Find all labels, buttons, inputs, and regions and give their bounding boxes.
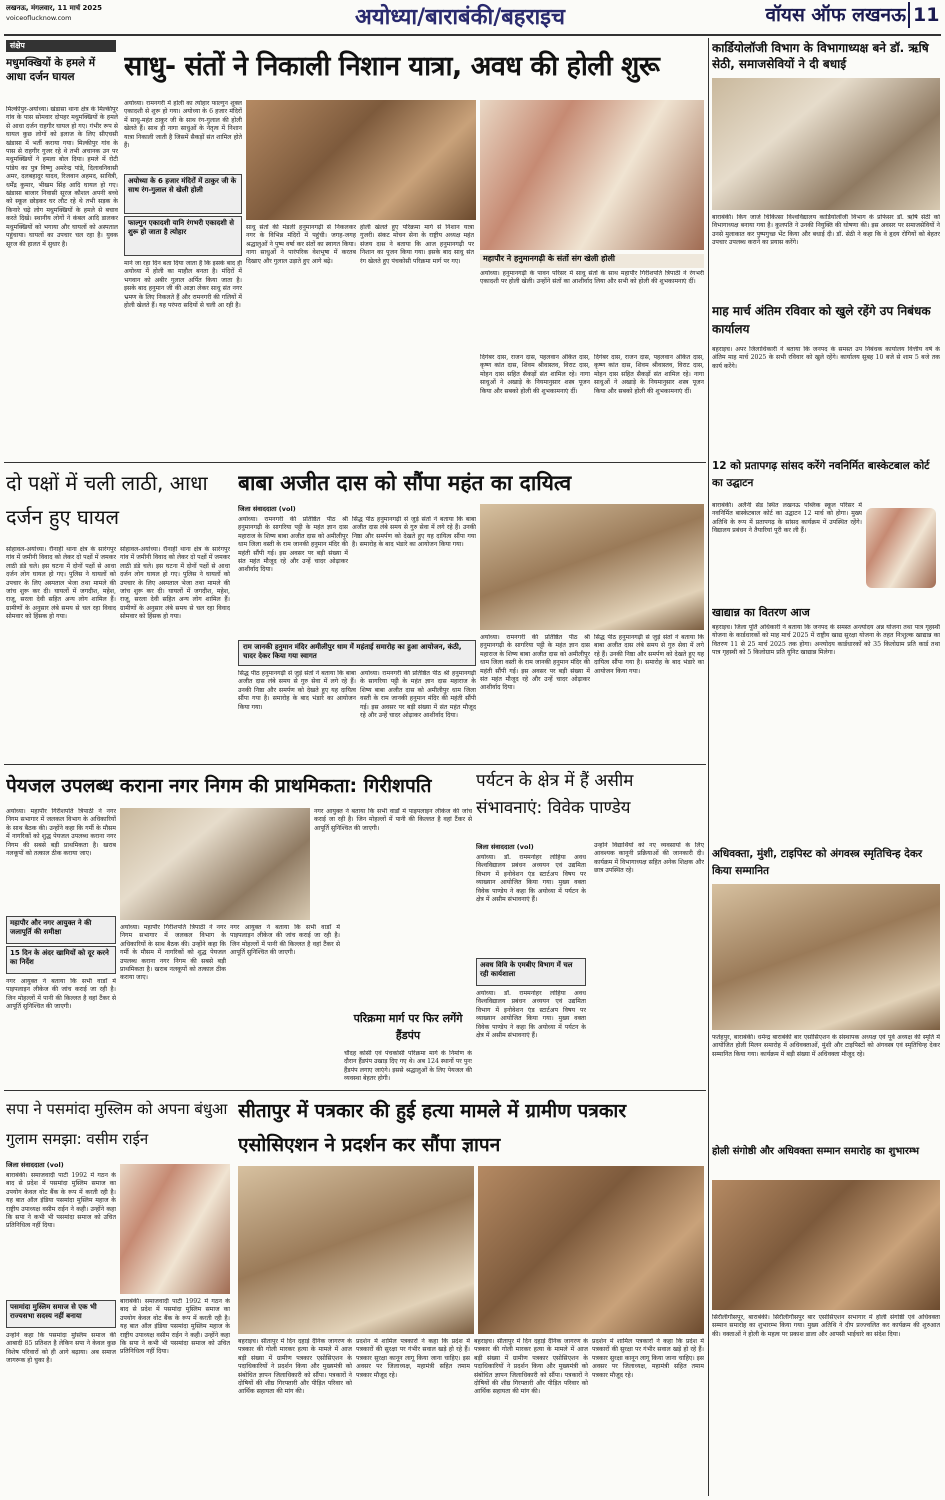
- sitapur-body-d: प्रदर्शन में शामिल पत्रकारों ने कहा कि प्रदेश में पत्रकारों की सुरक्षा पर गंभीर सवाल खड़े हो रहे हैं। पत्रकार सुरक्षा कानून लागू किया जाना चाहिए। इस अवसर पर जिलाध्यक्ष, महामंत्री सहित तमाम पत्रकार मौजूद रहे।: [592, 1338, 704, 1379]
- lead-pull-1: [124, 174, 242, 214]
- right-col-rule: [708, 38, 709, 1496]
- vivek-body-c: अयोध्या। डॉ. राममनोहर लोहिया अवध विश्वविद्यालय प्रबंधन अध्ययन एवं उद्यमिता विभाग में इनोवेशन एंड स्टार्टअप विषय पर व्याख्यान आयोजित किया गया। मुख्य वक्ता विवेक पाण्डेय ने कहा कि अयोध्या में पर्यटन के क्षेत्र में असीम संभावनाएं हैं।: [476, 990, 586, 1040]
- section-title: अयोध्या/बाराबंकी/बहराइच: [355, 4, 565, 30]
- holi-sangoshthi-photo: [712, 1180, 940, 1310]
- lathi-headline: दो पक्षों में चली लाठी, आधा दर्जन हुए घायल: [6, 471, 208, 529]
- vivek-byline: जिला संवाददाता (vol): [476, 843, 534, 851]
- girishpati-body: अयोध्या। महापौर गिरीशपति त्रिपाठी ने नगर निगम सभागार में जलकल विभाग के अधिकारियों के साथ बैठक की। उन्होंने कहा कि गर्मी के मौसम में नागरिकों को शुद्ध पेयजल उपलब्ध कराना नगर निगम की सबसे बड़ी प्राथमिकता है। खराब नलकूपों को तत्काल ठीक कराया जाए।: [6, 808, 116, 858]
- adhivakta-headline: अधिवक्ता, मुंशी, टाइपिस्ट को अंगवस्त्र स्मृतिचिन्ह देकर किया सम्मानित: [712, 848, 923, 877]
- header-rule: [4, 34, 941, 36]
- girishpati-pull-1: [6, 916, 116, 944]
- sitapur-photo-right: [478, 1166, 704, 1334]
- sitapur-body-b: प्रदर्शन में शामिल पत्रकारों ने कहा कि प्रदेश में पत्रकारों की सुरक्षा पर गंभीर सवाल खड़े हो रहे हैं। पत्रकार सुरक्षा कानून लागू किया जाना चाहिए। इस अवसर पर जिलाध्यक्ष, महामंत्री सहित तमाम पत्रकार मौजूद रहे।: [356, 1338, 470, 1379]
- vivek-body: अयोध्या। डॉ. राममनोहर लोहिया अवध विश्वविद्यालय प्रबंधन अध्ययन एवं उद्यमिता विभाग में इनोवेशन एंड स्टार्टअप विषय पर व्याख्यान आयोजित किया गया। मुख्य वक्ता विवेक पाण्डेय ने कहा कि अयोध्या में पर्यटन के क्षेत्र में असीम संभावनाएं हैं।: [476, 854, 586, 904]
- nishulk-headline: माह मार्च अंतिम रविवार को खुले रहेंगे उप निबंधक कार्यालय: [712, 304, 931, 336]
- ajeet-body-b: सिद्ध पीठ हनुमानगढ़ी से जुड़े संतों ने बताया कि बाबा अजीत दास लंबे समय से गुरु सेवा में लगे रहे हैं। उनकी निष्ठा और समर्पण को देखते हुए यह दायित्व सौंपा गया है। समारोह के बाद भंडारे का आयोजन किया गया।: [352, 516, 476, 549]
- girishpati-pull-2-text: 15 दिन के अंदर खामियों को दूर करने का निर्देश: [10, 949, 109, 966]
- ajeet-body-e: अयोध्या। रामनगरी की प्रतिष्ठित पीठ श्री हनुमानगढ़ी के सागरिया पट्टी के महंत ज्ञान दास महाराज के शिष्य बाबा अजीत दास को अमीलीपुर धाम जिला वस्ती के राम जानकी हनुमान मंदिर की महंती सौंपी गई। इस अवसर पर बड़ी संख्या में संत महंत मौजूद रहे और उन्हें चादर ओढ़ाकर आशीर्वाद दिया।: [480, 634, 590, 692]
- pratapgarh-photo: [866, 508, 936, 588]
- cardio-headline: कार्डियोलॉजी विभाग के विभागाध्यक्ष बने डॉ. ऋषि सेठी, समाजसेवियों ने दी बधाई: [712, 41, 929, 71]
- sitapur-body: बहराइच। सीतापुर में दिन दहाड़े दैनिक जागरण के पत्रकार की गोली मारकर हत्या के मामले में आज बड़ी संख्या में ग्रामीण पत्रकार एसोसिएशन के पदाधिकारियों ने प्रदर्शन किया और मुख्यमंत्री को संबोधित ज्ञापन जिलाधिकारी को सौंपा। पत्रकारों ने दोषियों की शीघ्र गिरफ्तारी और पीड़ित परिवार को आर्थिक सहायता की मांग की।: [238, 1338, 352, 1396]
- lathi-body-2: सोहावल-अयोध्या। रौनाही थाना क्षेत्र के सारंगपुर गांव में जमीनी विवाद को लेकर दो पक्षों में जमकर लाठी डंडे चले। इस घटना में दोनों पक्षों से आधा दर्जन लोग घायल हो गए। पुलिस ने घायलों को उपचार के लिए अस्पताल भेजा तथा मामले की जांच शुरू कर दी। घायलों में जगदीश, महेश, राजू, सरला देवी सहित अन्य लोग शामिल हैं। ग्रामीणों के अनुसार लंबे समय से चल रहा विवाद सोमवार को हिंसक हो गया।: [120, 546, 230, 621]
- sitapur-photo-left: [238, 1166, 474, 1334]
- ajeet-pull: [238, 640, 476, 666]
- lead-pull-2: [124, 216, 242, 256]
- lead-headline: साधु- संतों ने निकाली निशान यात्रा, अवध की होली शुरू: [124, 51, 660, 82]
- ajeet-body: अयोध्या। रामनगरी की प्रतिष्ठित पीठ श्री हनुमानगढ़ी के सागरिया पट्टी के महंत ज्ञान दास महाराज के शिष्य बाबा अजीत दास को अमीलीपुर धाम जिला वस्ती के राम जानकी हनुमान मंदिर की महंती सौंपी गई। इस अवसर पर बड़ी संख्या में संत महंत मौजूद रहे और उन्हें चादर ओढ़ाकर आशीर्वाद दिया।: [238, 516, 348, 574]
- khadyann-headline: खाद्यान्न का वितरण आज: [712, 606, 810, 619]
- lead-photo-caption: महापौर ने हनुमानगढ़ी के संतों संग खेली होली: [480, 254, 704, 268]
- lead-pull-2-text: फाल्गुन एकादशी यानि रंगभरी एकादशी से शुरू हो जाता है त्योहार: [128, 219, 234, 236]
- lead-col-2: साधु संतों की मंडली हनुमानगढ़ी से निकलकर नगर के विभिन्न मंदिरों में पहुंची। जगह-जगह श्रद्धालुओं ने पुष्प वर्षा कर संतों का स्वागत किया। नागा साधुओं ने पारंपरिक वेशभूषा में करतब दिखाए और गुलाल उड़ाते हुए आगे बढ़े।: [246, 224, 356, 265]
- brief-label: संक्षेप: [6, 40, 116, 52]
- adhivakta-photo: [712, 884, 940, 1030]
- lead-col-4: दिगंबर दास, राजन दास, पहलवान अंकित दास, कृष्ण कांत दास, शिवम श्रीवास्तव, विराट दास, मोहन दास सहित सैकड़ों संत शामिल रहे। नागा साधुओं ने अखाड़े के नियमानुसार शस्त्र पूजन किया और सबको होली की शुभकामनाएं दीं।: [480, 354, 590, 395]
- band2-rule: [4, 462, 706, 463]
- band3-rule: [4, 764, 706, 765]
- nishulk-body: बहराइच। अपर जिलाधिकारी ने बताया कि जनपद के समस्त उप निबंधक कार्यालय वित्तीय वर्ष के अंतिम माह मार्च 2025 के सभी रविवार को खुले रहेंगे। कार्यालय सुबह 10 बजे से शाम 5 बजे तक कार्य करेंगे।: [712, 346, 940, 370]
- girishpati-body-d: अयोध्या। महापौर गिरीशपति त्रिपाठी ने नगर निगम सभागार में जलकल विभाग के अधिकारियों के साथ बैठक की। उन्होंने कहा कि गर्मी के मौसम में नागरिकों को शुद्ध पेयजल उपलब्ध कराना नगर निगम की सबसे बड़ी प्राथमिकता है। खराब नलकूपों को तत्काल ठीक कराया जाए।: [120, 924, 226, 982]
- girishpati-body-b: नगर आयुक्त ने बताया कि सभी वार्डों में पाइपलाइन लीकेज की जांच कराई जा रही है। जिन मोहल्लों में पानी की किल्लत है वहां टैंकर से आपूर्ति सुनिश्चित की जाएगी।: [314, 808, 472, 832]
- wasim-pull-text: पसमांदा मुस्लिम समाज से एक भी राज्यसभा सदस्य नहीं बनाया: [10, 1303, 97, 1320]
- adhivakta-body: फतेहपुर, बाराबंकी। धर्मेन्द्र बाराबंकी बार एसोसिएशन के संस्थापक अध्यक्ष एवं पूर्व अध्यक्ष की स्मृति में आयोजित होली मिलन समारोह में अधिवक्ताओं, मुंशी और टाइपिस्टों को अंगवस्त्र एवं स्मृतिचिन्ह देकर सम्मानित किया गया। कार्यक्रम में बड़ी संख्या में अधिवक्ता मौजूद रहे।: [712, 1034, 940, 1058]
- page-number: 11: [908, 2, 942, 28]
- brief-headline: मधुमक्खियों के हमले में आधा दर्जन घायल: [6, 57, 96, 83]
- vivek-pull-text: अवध विवि के एमबीए विभाग में चल रही कार्यशाला: [480, 961, 573, 978]
- pratapgarh-body: बाराबंकी। अलैनी सेंड स्थित लखनऊ पब्लिक स्कूल परिसर में नवनिर्मित बास्केटबाल कोर्ट का उद्घाटन 12 मार्च को होगा। मुख्य अतिथि के रूप में प्रतापगढ़ के सांसद कार्यक्रम में उपस्थित रहेंगे। विद्यालय प्रबंधन ने तैयारियां पूरी कर ली हैं।: [712, 502, 862, 535]
- girishpati-pull-1-text: महापौर और नगर आयुक्त ने की जलापूर्ति की समीक्षा: [10, 919, 92, 936]
- cardio-photo: [712, 78, 940, 210]
- ajeet-body-c: सिद्ध पीठ हनुमानगढ़ी से जुड़े संतों ने बताया कि बाबा अजीत दास लंबे समय से गुरु सेवा में लगे रहे हैं। उनकी निष्ठा और समर्पण को देखते हुए यह दायित्व सौंपा गया है। समारोह के बाद भंडारे का आयोजन किया गया।: [238, 670, 356, 711]
- lead-pull-1-text: अयोध्या के 6 हजार मंदिरों में ठाकुर जी के साथ रंग-गुलाल से खेली होली: [128, 177, 237, 194]
- ajeet-body-d: अयोध्या। रामनगरी की प्रतिष्ठित पीठ श्री हनुमानगढ़ी के सागरिया पट्टी के महंत ज्ञान दास महाराज के शिष्य बाबा अजीत दास को अमीलीपुर धाम जिला वस्ती के राम जानकी हनुमान मंदिर की महंती सौंपी गई। इस अवसर पर बड़ी संख्या में संत महंत मौजूद रहे और उन्हें चादर ओढ़ाकर आशीर्वाद दिया।: [360, 670, 476, 720]
- brief-body: मिल्कीपुर-अयोध्या। खंडासा थाना क्षेत्र के मिल्कीपुर गांव के पास सोमवार दोपहर मधुमक्खियों के हमले से आधा दर्जन राहगीर घायल हो गए। गंभीर रूप से घायल कुछ लोगों को इलाज के लिए सीएचसी खंडासा में भर्ती कराया गया। मिल्कीपुर गांव के पास से राहगीर गुजर रहे थे तभी अचानक उन पर मधुमक्खियों ने हमला बोल दिया। हमले में रोटी पांडेय का पुत्र विष्णु अमरेन्द्र पांडे, दिलावनिवासी अमर, दलबहादुर यादव, रिजवान अहमद, सावित्री, धर्मेंद्र कुमार, भीखम सिंह आदि घायल हो गए। खंडासा बाजार निवासी सूरज कौशल अपनी बच्चे को स्कूल छोड़कर घर लौट रहे थे तभी सड़क के किनारे चढ़े लोग मधुमक्खियों के हमले से बचाव करते दिखे। स्थानीय लोगों ने कंबल आदि डालकर मधुमक्खियों को भगाया और घायलों को अस्पताल पहुंचाया। घायलों का उपचार चल रहा है। युवक सूरज की हालत में सुधार है।: [6, 106, 118, 248]
- lead-col-5: दिगंबर दास, राजन दास, पहलवान अंकित दास, कृष्ण कांत दास, शिवम श्रीवास्तव, विराट दास, मोहन दास सहित सैकड़ों संत शामिल रहे। नागा साधुओं ने अखाड़े के नियमानुसार शस्त्र पूजन किया और सबको होली की शुभकामनाएं दीं।: [594, 354, 704, 395]
- wasim-headline: सपा ने पसमांदा मुस्लिम को अपना बंधुआ गुलाम समझा: वसीम राईन: [6, 1100, 228, 1148]
- lead-photo-right: [480, 100, 704, 250]
- ajeet-headline: बाबा अजीत दास को सौंपा महंत का दायित्व: [238, 471, 572, 495]
- ajeet-pull-text: राम जानकी हनुमान मंदिर अमीलीपुर धाम में महंताई समारोह का हुआ आयोजन, कंठी, चादर देकर किया गया स्वागत: [243, 643, 462, 660]
- lathi-body: सोहावल-अयोध्या। रौनाही थाना क्षेत्र के सारंगपुर गांव में जमीनी विवाद को लेकर दो पक्षों में जमकर लाठी डंडे चले। इस घटना में दोनों पक्षों से आधा दर्जन लोग घायल हो गए। पुलिस ने घायलों को उपचार के लिए अस्पताल भेजा तथा मामले की जांच शुरू कर दी। घायलों में जगदीश, महेश, राजू, सरला देवी सहित अन्य लोग शामिल हैं। ग्रामीणों के अनुसार लंबे समय से चल रहा विवाद सोमवार को हिंसक हो गया।: [6, 546, 116, 621]
- cardio-body: बाराबंकी। किंग जार्ज चिकित्सा विश्वविद्यालय कार्डियोलॉजी विभाग के प्रोफेसर डॉ. ऋषि सेठी को विभागाध्यक्ष बनाया गया है। कुलपति ने उनकी नियुक्ति की घोषणा की। इस अवसर पर समाजसेवियों ने उनसे मुलाकात कर पुष्पगुच्छ भेंट किया और बधाई दी। डॉ. सेठी ने कहा कि वे हृदय रोगियों को बेहतर उपचार उपलब्ध कराने का प्रयास करेंगे।: [712, 214, 940, 247]
- handpump-body: चौदह कोसी एवं पंचकोसी परिक्रमा मार्ग के निर्माण के दौरान हैंडपंप उखाड़ दिए गए थे। अब 124 स्थानों पर पुनः हैंडपंप लगाए जाएंगे। इससे श्रद्धालुओं के लिए पेयजल की व्यवस्था बेहतर होगी।: [344, 1050, 472, 1083]
- header-website[interactable]: voiceoflucknow.com: [6, 14, 72, 22]
- girishpati-photo: [120, 808, 310, 920]
- paper-name: वॉयस ऑफ लखनऊ: [765, 4, 906, 26]
- wasim-byline: जिला संवाददाता (vol): [6, 1161, 64, 1169]
- girishpati-body-c: नगर आयुक्त ने बताया कि सभी वार्डों में पाइपलाइन लीकेज की जांच कराई जा रही है। जिन मोहल्लों में पानी की किल्लत है वहां टैंकर से आपूर्ति सुनिश्चित की जाएगी।: [6, 978, 116, 1011]
- lead-col-3: होली खेलते हुए परिक्रमा मार्ग से निशान यात्रा गुजरी। संकट मोचन सेना के राष्ट्रीय अध्यक्ष महंत संजय दास ने बताया कि आज हनुमानगढ़ी पर निशान का पूजन किया गया। इसके बाद साधु संत रंग खेलते हुए पंचकोसी परिक्रमा मार्ग पर गए।: [360, 224, 474, 265]
- vivek-body-b: उन्होंने विद्यार्थियों को नए व्यवसायों के लिए आवश्यक कानूनी प्रक्रियाओं की जानकारी दी। कार्यक्रम में विभागाध्यक्ष सहित अनेक शिक्षक और छात्र उपस्थित रहे।: [594, 842, 704, 875]
- lead-photo-main: [246, 100, 476, 220]
- lead-intro: अयोध्या। रामनगरी में होली का त्योहार फाल्गुन शुक्ल एकादशी से शुरू हो गया। अयोध्या के 6 हजार मंदिरों में साधु-महंत ठाकुर जी के साथ रंग-गुलाल की होली खेलते हैं। साथ ही नागा साधुओं के नेतृत्व में निशान यात्रा निकाली जाती है जिसमें सैकड़ों संत शामिल होते हैं।: [124, 100, 242, 150]
- band4-rule: [4, 1090, 706, 1091]
- girishpati-headline: पेयजल उपलब्ध कराना नगर निगम की प्राथमिकता: गिरीशपति: [6, 775, 432, 797]
- ajeet-photo: [480, 504, 704, 630]
- girishpati-pull-2: [6, 946, 116, 974]
- girishpati-body-e: नगर आयुक्त ने बताया कि सभी वार्डों में पाइपलाइन लीकेज की जांच कराई जा रही है। जिन मोहल्लों में पानी की किल्लत है वहां टैंकर से आपूर्ति सुनिश्चित की जाएगी।: [230, 924, 340, 957]
- wasim-body: बाराबंकी। समाजवादी पार्टी 1992 में गठन के बाद से प्रदेश में पसमांदा मुस्लिम समाज का उपयोग केवल वोट बैंक के रूप में करती रही है। यह बात ऑल इंडिया पसमांदा मुस्लिम महाज के राष्ट्रीय उपाध्यक्ष वसीम राईन ने कही। उन्होंने कहा कि सपा ने कभी भी पसमांदा समाज को उचित प्रतिनिधित्व नहीं दिया।: [6, 1172, 116, 1230]
- lead-caption-body: अयोध्या। हनुमानगढ़ी के पावन परिसर में साधु संतों के साथ महापौर गिरीशपति त्रिपाठी ने रंगभरी एकादशी पर होली खेली। उन्होंने संतों का आशीर्वाद लिया और सभी को होली की शुभकामनाएं दीं।: [480, 270, 704, 286]
- holi-sangoshthi-headline: होली संगोष्ठी और अधिवक्ता सम्मान समारोह का शुभारम्भ: [712, 1146, 920, 1157]
- header-date: लखनऊ, मंगलवार, 11 मार्च 2025: [6, 4, 103, 12]
- sitapur-body-c: बहराइच। सीतापुर में दिन दहाड़े दैनिक जागरण के पत्रकार की गोली मारकर हत्या के मामले में आज बड़ी संख्या में ग्रामीण पत्रकार एसोसिएशन के पदाधिकारियों ने प्रदर्शन किया और मुख्यमंत्री को संबोधित ज्ञापन जिलाधिकारी को सौंपा। पत्रकारों ने दोषियों की शीघ्र गिरफ्तारी और पीड़ित परिवार को आर्थिक सहायता की मांग की।: [474, 1338, 588, 1396]
- lead-col-1b: माने जा रहा दिन बता दिया जाता है कि इसके बाद ही अयोध्या में होली का माहौल बनता है। मंदिरों में भगवान को अबीर गुलाल अर्पित किया जाता है। इसके बाद हनुमान जी की आज्ञा लेकर साधु संत नगर भ्रमण के लिए निकलते हैं और रामनगरी की गलियों में होली खेलते हैं। यह परंपरा सदियों से चली आ रही है।: [124, 260, 242, 310]
- sitapur-headline: सीतापुर में पत्रकार की हुई हत्या मामले में ग्रामीण पत्रकार एसोसिएशन ने प्रदर्शन कर सौंपा ज्ञापन: [238, 1100, 627, 1156]
- ajeet-body-f: सिद्ध पीठ हनुमानगढ़ी से जुड़े संतों ने बताया कि बाबा अजीत दास लंबे समय से गुरु सेवा में लगे रहे हैं। उनकी निष्ठा और समर्पण को देखते हुए यह दायित्व सौंपा गया है। समारोह के बाद भंडारे का आयोजन किया गया।: [594, 634, 704, 675]
- vivek-pull: [476, 958, 586, 986]
- wasim-pull: [6, 1300, 116, 1328]
- pratapgarh-headline: 12 को प्रतापगढ़ सांसद करेंगे नवनिर्मित बास्केटबाल कोर्ट का उद्घाटन: [712, 460, 930, 489]
- wasim-body-c: बाराबंकी। समाजवादी पार्टी 1992 में गठन के बाद से प्रदेश में पसमांदा मुस्लिम समाज का उपयोग केवल वोट बैंक के रूप में करती रही है। यह बात ऑल इंडिया पसमांदा मुस्लिम महाज के राष्ट्रीय उपाध्यक्ष वसीम राईन ने कही। उन्होंने कहा कि सपा ने कभी भी पसमांदा समाज को उचित प्रतिनिधित्व नहीं दिया।: [120, 1298, 230, 1356]
- holi-sangoshthi-body: सिरौलीगौसपुर, बाराबंकी। सिरौलीगौसपुर बार एसोसिएशन सभागार में होली संगोष्ठी एवं अधिवक्ता सम्मान समारोह का शुभारम्भ किया गया। मुख्य अतिथि ने दीप प्रज्ज्वलित कर कार्यक्रम की शुरुआत की। वक्ताओं ने होली के महत्व पर प्रकाश डाला और आपसी भाईचारे का संदेश दिया।: [712, 1314, 940, 1338]
- vivek-headline: पर्यटन के क्षेत्र में हैं असीम संभावनाएं: विवेक पाण्डेय: [476, 771, 634, 818]
- ajeet-byline: जिला संवाददाता (vol): [238, 505, 296, 513]
- khadyann-body: बहराइच। जिला पूर्ति अधिकारी ने बताया कि जनपद के समस्त अन्त्योदय अन्न योजना तथा पात्र गृहस्थी योजना के कार्डधारकों को माह मार्च 2025 में राष्ट्रीय खाद्य सुरक्षा योजना के तहत निःशुल्क खाद्यान्न का वितरण 11 से 25 मार्च 2025 तक होगा। अन्त्योदय कार्डधारकों को 35 किलोग्राम प्रति कार्ड तथा पात्र गृहस्थी को 5 किलोग्राम प्रति यूनिट खाद्यान्न मिलेगा।: [712, 624, 940, 657]
- wasim-body-b: उन्होंने कहा कि पसमांदा मुस्लिम समाज की आबादी 85 प्रतिशत है लेकिन सपा ने केवल कुछ विशेष परिवारों को ही आगे बढ़ाया। अब समाज जागरूक हो चुका है।: [6, 1332, 116, 1365]
- wasim-photo: [120, 1164, 230, 1294]
- handpump-headline: परिक्रमा मार्ग पर फिर लगेंगे हैंडपंप: [353, 1012, 463, 1042]
